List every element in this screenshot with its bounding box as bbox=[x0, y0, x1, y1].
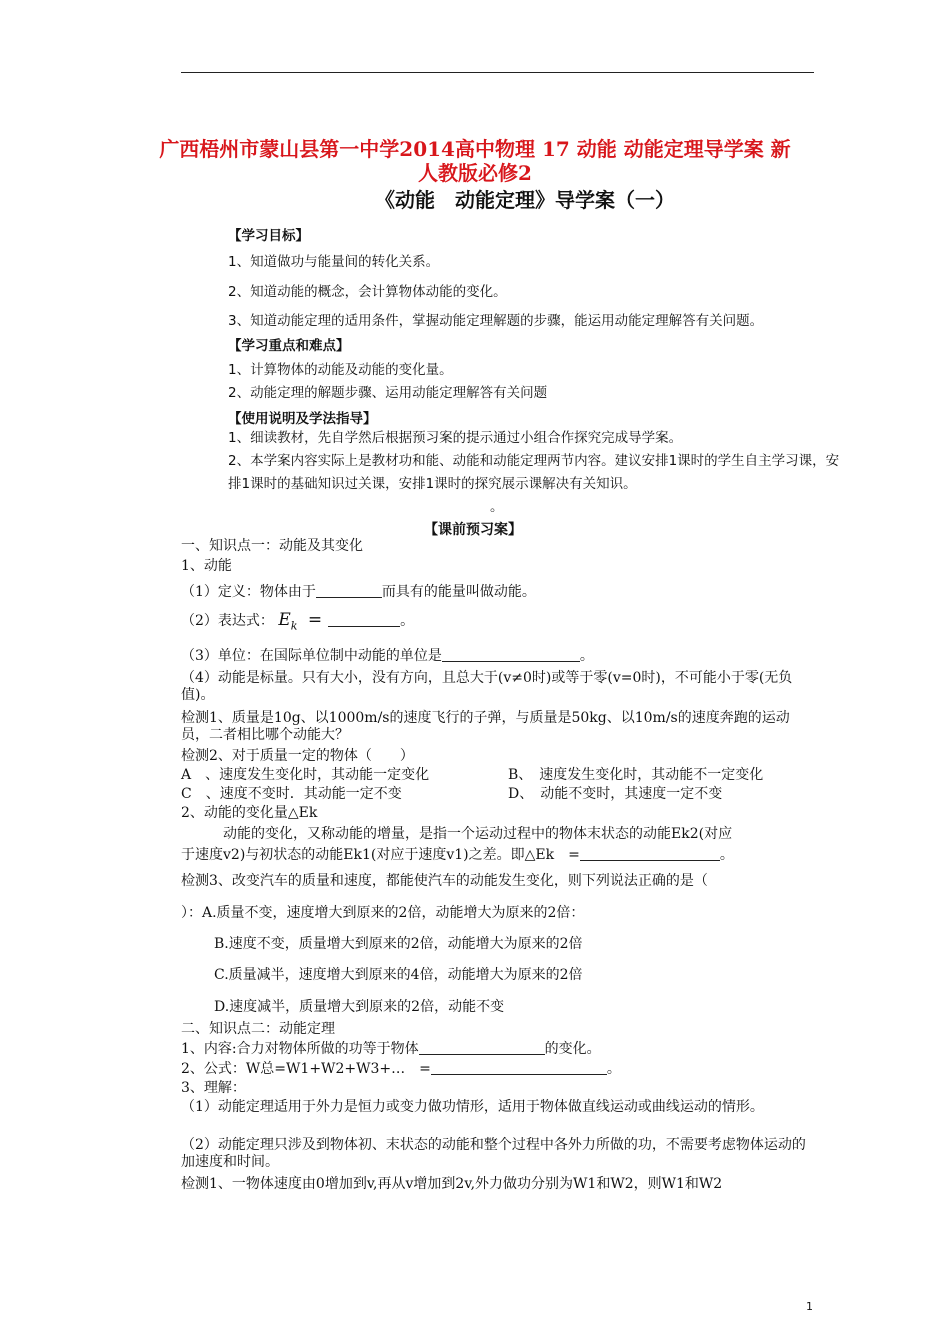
unit-blank[interactable] bbox=[442, 648, 580, 662]
ek-symbol: $E_k$ bbox=[278, 610, 298, 633]
page-number: 1 bbox=[806, 1300, 813, 1313]
theorem-formula-b: 。 bbox=[606, 1061, 621, 1077]
equals-sign: = bbox=[307, 610, 323, 630]
scalar-note: （4）动能是标量。只有大小，没有方向，且总大于(v≠0时)或等于零(v=0时)，不可能小于零(无负值)。 bbox=[181, 670, 793, 703]
unit-text-b: 。 bbox=[579, 648, 594, 664]
theorem-content-b: 的变化。 bbox=[544, 1041, 601, 1057]
document-subtitle: 《动能 动能定理》导学案（一） bbox=[375, 188, 675, 212]
definition-blank[interactable] bbox=[316, 584, 382, 598]
goal-item: 1、知道做功与能量间的转化关系。 bbox=[228, 254, 440, 270]
theorem-content-a: 1、内容:合力对物体所做的功等于物体 bbox=[181, 1041, 419, 1057]
understand-2: （2）动能定理只涉及到物体初、末状态的动能和整个过程中各外力所做的功，不需要考虑物体运动的加速度和时间。 bbox=[181, 1137, 806, 1170]
change-desc-1: 动能的变化，又称动能的增量，是指一个运动过程中的物体末状态的动能Ek2(对应 bbox=[223, 826, 733, 842]
keypoints-header: 【学习重点和难点】 bbox=[228, 338, 350, 354]
understand-1: （1）动能定理适用于外力是恒力或变力做功情形，适用于物体做直线运动或曲线运动的情形。 bbox=[181, 1099, 764, 1115]
expression-line bbox=[181, 612, 414, 634]
expression-text-a: （2）表达式： bbox=[181, 613, 274, 629]
check-2: 检测2、对于质量一定的物体（ ） bbox=[181, 748, 414, 764]
option-c: C 、速度不变时．其动能一定不变 bbox=[181, 786, 402, 802]
unit-line bbox=[181, 648, 594, 665]
check-3-option-b: B.速度不变，质量增大到原来的2倍，动能增大为原来的2倍 bbox=[214, 936, 583, 952]
theorem-blank[interactable] bbox=[419, 1041, 545, 1055]
check-1: 检测1、质量是10g、以1000m/s的速度飞行的子弹，与质量是50kg、以10m/s的速度奔跑的运动员，二者相比哪个动能大？ bbox=[181, 710, 790, 743]
option-a: A 、速度发生变化时，其动能一定变化 bbox=[181, 767, 430, 783]
knowledge-point-2-title: 二、知识点二：动能定理 bbox=[181, 1021, 335, 1037]
check-3-option-d: D.速度减半，质量增大到原来的2倍，动能不变 bbox=[214, 999, 505, 1015]
formula-blank[interactable] bbox=[431, 1061, 607, 1075]
section-kinetic-energy: 1、动能 bbox=[181, 558, 232, 574]
goal-item: 2、知道动能的概念，会计算物体动能的变化。 bbox=[228, 284, 507, 300]
option-d: D、 动能不变时，其速度一定不变 bbox=[508, 786, 723, 802]
header-rule bbox=[181, 72, 814, 73]
option-b: B、 速度发生变化时，其动能不一定变化 bbox=[508, 767, 764, 783]
knowledge-point-1-title: 一、知识点一：动能及其变化 bbox=[181, 538, 363, 554]
delta-ek-blank[interactable] bbox=[580, 847, 720, 861]
expression-blank[interactable] bbox=[328, 613, 400, 627]
usage-header: 【使用说明及学法指导】 bbox=[228, 411, 377, 427]
usage-item: 。 bbox=[490, 499, 504, 515]
change-desc-2 bbox=[181, 847, 734, 864]
check-4: 检测1、一物体速度由0增加到v,再从v增加到2v,外力做功分别为W1和W2，则W1和W2 bbox=[181, 1176, 723, 1192]
check-3-option-c: C.质量减半，速度增大到原来的4倍，动能增大为原来的2倍 bbox=[214, 967, 583, 983]
theorem-formula-a: 2、公式：W总=W1+W2+W3+… = bbox=[181, 1061, 431, 1077]
expression-text-b: 。 bbox=[400, 613, 415, 629]
theorem-formula bbox=[181, 1061, 621, 1078]
check-3: 检测3、改变汽车的质量和速度，都能使汽车的动能发生变化，则下列说法正确的是（ bbox=[181, 873, 708, 889]
keypoint-item: 2、动能定理的解题步骤、运用动能定理解答有关问题 bbox=[228, 385, 548, 401]
preview-header: 【课前预习案】 bbox=[424, 522, 522, 538]
change-desc-end: 。 bbox=[719, 847, 734, 863]
definition-text-b: 而具有的能量叫做动能。 bbox=[381, 584, 536, 600]
usage-item: 排1课时的基础知识过关课，安排1课时的探究展示课解决有关知识。 bbox=[228, 476, 637, 492]
definition-line bbox=[181, 584, 536, 601]
understand-title: 3、理解： bbox=[181, 1080, 246, 1096]
check-3-option-a: ）：A.质量不变，速度增大到原来的2倍，动能增大为原来的2倍： bbox=[181, 905, 585, 921]
document-title: 广西梧州市蒙山县第一中学2014高中物理 17 动能 动能定理导学案 新人教版必修2 bbox=[159, 137, 791, 185]
definition-text-a: （1）定义：物体由于 bbox=[181, 584, 316, 600]
goals-header: 【学习目标】 bbox=[228, 228, 309, 244]
change-desc-2-text: 于速度v2)与初状态的动能Ek1(对应于速度v1)之差。即△Ek = bbox=[181, 847, 580, 863]
usage-item: 2、本学案内容实际上是教材功和能、动能和动能定理两节内容。建议安排1课时的学生自主学习课，安 bbox=[228, 453, 840, 469]
goal-item: 3、知道动能定理的适用条件，掌握动能定理解题的步骤，能运用动能定理解答有关问题。 bbox=[228, 313, 764, 329]
theorem-content bbox=[181, 1041, 601, 1058]
unit-text-a: （3）单位：在国际单位制中动能的单位是 bbox=[181, 648, 442, 664]
section-ek-change: 2、动能的变化量△Ek bbox=[181, 805, 318, 821]
usage-item: 1、细读教材，先自学然后根据预习案的提示通过小组合作探究完成导学案。 bbox=[228, 430, 683, 446]
keypoint-item: 1、计算物体的动能及动能的变化量。 bbox=[228, 362, 453, 378]
